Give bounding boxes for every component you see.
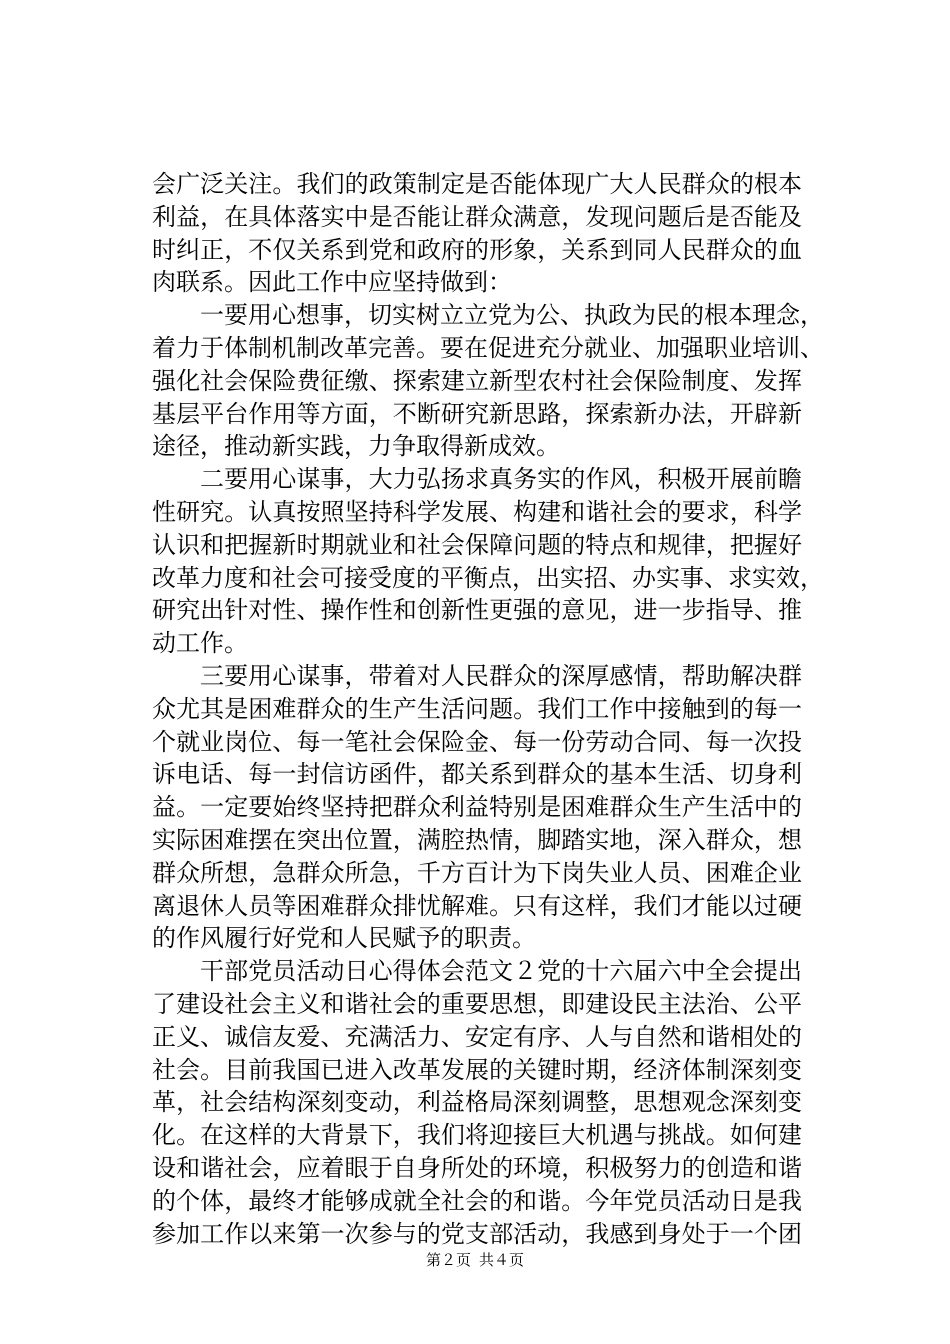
page-total: 共４页 xyxy=(479,1251,525,1269)
text-line: 强化社会保险费征缴、探索建立新型农村社会保险制度、发挥 xyxy=(152,366,802,395)
text-line: 利益，在具体落实中是否能让群众满意，发现问题后是否能及 xyxy=(152,202,802,231)
text-line: 会广泛关注。我们的政策制定是否能体现广大人民群众的根本 xyxy=(152,170,802,198)
text-line: 着力于体制机制改革完善。要在促进充分就业、加强职业培训、 xyxy=(152,333,824,362)
text-line: 的个体，最终才能够成就全社会的和谐。今年党员活动日是我 xyxy=(152,1186,802,1215)
text-line: 研究出针对性、操作性和创新性更强的意见，进一步指导、推 xyxy=(152,596,802,625)
text-line: 革，社会结构深刻变动，利益格局深刻调整，思想观念深刻变 xyxy=(152,1088,802,1117)
text-line: 益。一定要始终坚持把群众利益特别是困难群众生产生活中的 xyxy=(152,793,802,822)
text-line: 个就业岗位、每一笔社会保险金、每一份劳动合同、每一次投 xyxy=(152,727,802,756)
text-line: 设和谐社会，应着眼于自身所处的环境，积极努力的创造和谐 xyxy=(152,1153,802,1182)
text-line: 时纠正，不仅关系到党和政府的形象，关系到同人民群众的血 xyxy=(152,235,802,264)
text-line: 化。在这样的大背景下，我们将迎接巨大机遇与挑战。如何建 xyxy=(152,1121,802,1150)
text-line: 正义、诚信友爱、充满活力、安定有序、人与自然和谐相处的 xyxy=(152,1022,802,1051)
text-line: 的作风履行好党和人民赋予的职责。 xyxy=(152,924,536,953)
text-line: 社会。目前我国已进入改革发展的关键时期，经济体制深刻变 xyxy=(152,1055,802,1084)
text-line: 途径，推动新实践，力争取得新成效。 xyxy=(152,432,560,461)
text-line: 改革力度和社会可接受度的平衡点，出实招、办实事、求实效， xyxy=(152,563,824,592)
text-line: 参加工作以来第一次参与的党支部活动，我感到身处于一个团 xyxy=(152,1219,802,1248)
text-line: 群众所想，急群众所急，千方百计为下岗失业人员、困难企业 xyxy=(152,858,802,887)
text-line: 诉电话、每一封信访函件，都关系到群众的基本生活、切身利 xyxy=(152,760,802,789)
text-line: 基层平台作用等方面，不断研究新思路，探索新办法，开辟新 xyxy=(152,399,802,428)
text-line: 众尤其是困难群众的生产生活问题。我们工作中接触到的每一 xyxy=(152,694,802,723)
page-footer xyxy=(0,1250,950,1270)
text-line: 实际困难摆在突出位置，满腔热情，脚踏实地，深入群众，想 xyxy=(152,825,802,854)
text-line: 离退休人员等困难群众排忧解难。只有这样，我们才能以过硬 xyxy=(152,891,802,920)
text-line: 性研究。认真按照坚持科学发展、构建和谐社会的要求，科学 xyxy=(152,497,802,526)
text-line: 动工作。 xyxy=(152,629,248,658)
page-number: 第２页 xyxy=(425,1251,471,1269)
text-line: 了建设社会主义和谐社会的重要思想，即建设民主法治、公平 xyxy=(152,989,802,1018)
text-line: 肉联系。因此工作中应坚持做到： xyxy=(152,268,512,297)
text-line: 认识和把握新时期就业和社会保障问题的特点和规律，把握好 xyxy=(152,530,802,559)
text-line: 二要用心谋事，大力弘扬求真务实的作风，积极开展前瞻 xyxy=(200,465,802,494)
document-body xyxy=(152,168,824,1250)
text-line: 三要用心谋事，带着对人民群众的深厚感情，帮助解决群 xyxy=(200,661,802,690)
text-line: 一要用心想事，切实树立立党为公、执政为民的根本理念， xyxy=(200,301,824,330)
text-line: 干部党员活动日心得体会范文２党的十六届六中全会提出 xyxy=(200,957,802,986)
